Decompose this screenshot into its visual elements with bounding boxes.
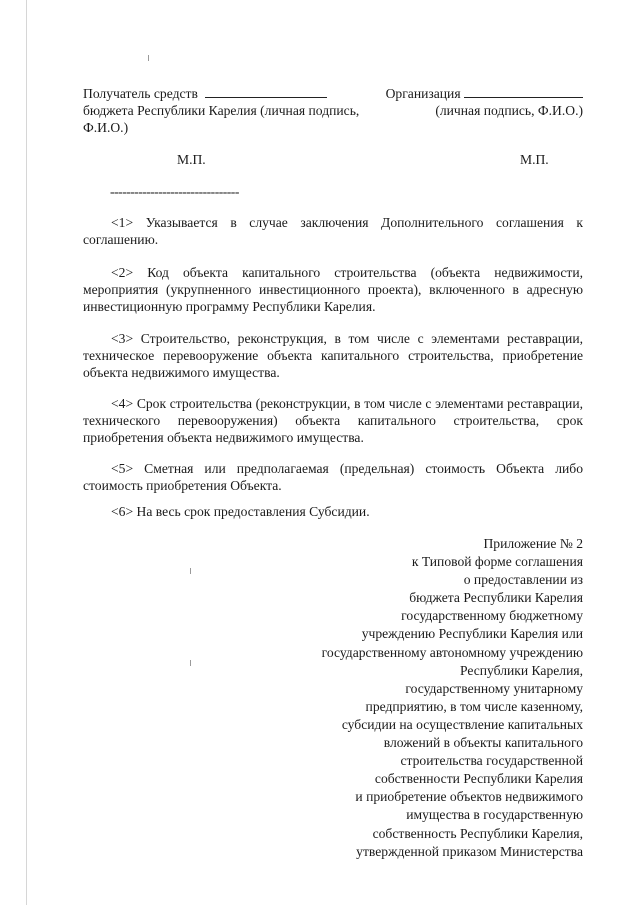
appendix-line: бюджета Республики Карелия — [409, 590, 583, 606]
appendix-line: государственному унитарному — [405, 680, 583, 696]
footnote-text: <4> Срок строительства (реконструкции, в том числе с элементами реставрации, технического перевооружения) объекта капитального строительства, срок приобретения объекта недвижимого имущества. — [83, 396, 583, 445]
appendix-line: строительства государственной — [400, 753, 583, 769]
footnote-6 — [83, 503, 583, 520]
appendix-line: государственному бюджетному — [401, 608, 583, 624]
footnote-text: <1> Указывается в случае заключения Дополнительного соглашения к соглашению. — [83, 215, 583, 247]
appendix-line: собственности Республики Карелия — [374, 771, 583, 787]
appendix-line: о предоставлении из — [463, 572, 583, 588]
signature-row-3 — [83, 119, 583, 136]
scan-speck — [148, 55, 149, 61]
appendix-line: предприятию, в том числе казенному, — [365, 698, 583, 714]
recipient-signature-line — [205, 85, 327, 98]
footnote-text: <3> Строительство, реконструкция, в том числе с элементами реставрации, техническое перевооружение объекта капитального строительства, приобретение объекта недвижимого имущества. — [83, 331, 583, 380]
footnote-3 — [83, 330, 583, 381]
stamp-place-left: М.П. — [177, 152, 206, 167]
recipient-caption: бюджета Республики Карелия (личная подпись, — [83, 103, 360, 118]
appendix-line: Приложение № 2 — [483, 536, 583, 551]
appendix-line: Республики Карелия, — [459, 662, 583, 678]
signature-row-2 — [83, 102, 583, 119]
recipient-label: Получатель средств — [83, 86, 198, 101]
appendix-line: государственному автономному учреждению — [321, 644, 583, 660]
signature-block — [83, 85, 583, 136]
stamp-place-right: М.П. — [520, 152, 549, 167]
appendix-line: собственность Республики Карелия, — [372, 825, 583, 841]
appendix-line: и приобретение объектов недвижимого — [355, 789, 583, 805]
scan-speck — [190, 660, 191, 666]
appendix-line: вложений в объекты капитального — [383, 735, 583, 751]
appendix-line: утвержденной приказом Министерства — [356, 843, 583, 859]
appendix-line: субсидии на осуществление капитальных — [341, 716, 583, 732]
footnote-1 — [83, 214, 583, 248]
footnote-text: <5> Сметная или предполагаемая (предельная) стоимость Объекта либо стоимость приобретения Объекта. — [83, 461, 583, 493]
footnote-text: <6> На весь срок предоставления Субсидии. — [111, 504, 370, 519]
recipient-caption-cont: Ф.И.О.) — [83, 120, 129, 135]
appendix-line: имущества в государственную — [406, 807, 583, 823]
organization-signature-line — [464, 85, 583, 98]
footnote-4 — [83, 395, 583, 446]
appendix-line: к Типовой форме соглашения — [411, 554, 583, 570]
signature-row-1 — [83, 85, 583, 102]
organization-label: Организация — [385, 86, 461, 101]
footnote-2 — [83, 264, 583, 315]
appendix-heading — [322, 535, 583, 861]
footnote-text: <2> Код объекта капитального строительства (объекта недвижимости, мероприятия (укрупненного инвестиционного проекта), включенного в адресную инвестиционную программу Республики Карелия. — [83, 265, 583, 314]
footnote-separator: -------------------------------- — [110, 184, 239, 199]
footnote-5 — [83, 460, 583, 494]
scan-edge-line — [26, 0, 27, 905]
scan-speck — [190, 568, 191, 574]
appendix-line: учреждению Республики Карелия или — [361, 626, 583, 642]
organization-caption: (личная подпись, Ф.И.О.) — [435, 103, 583, 118]
